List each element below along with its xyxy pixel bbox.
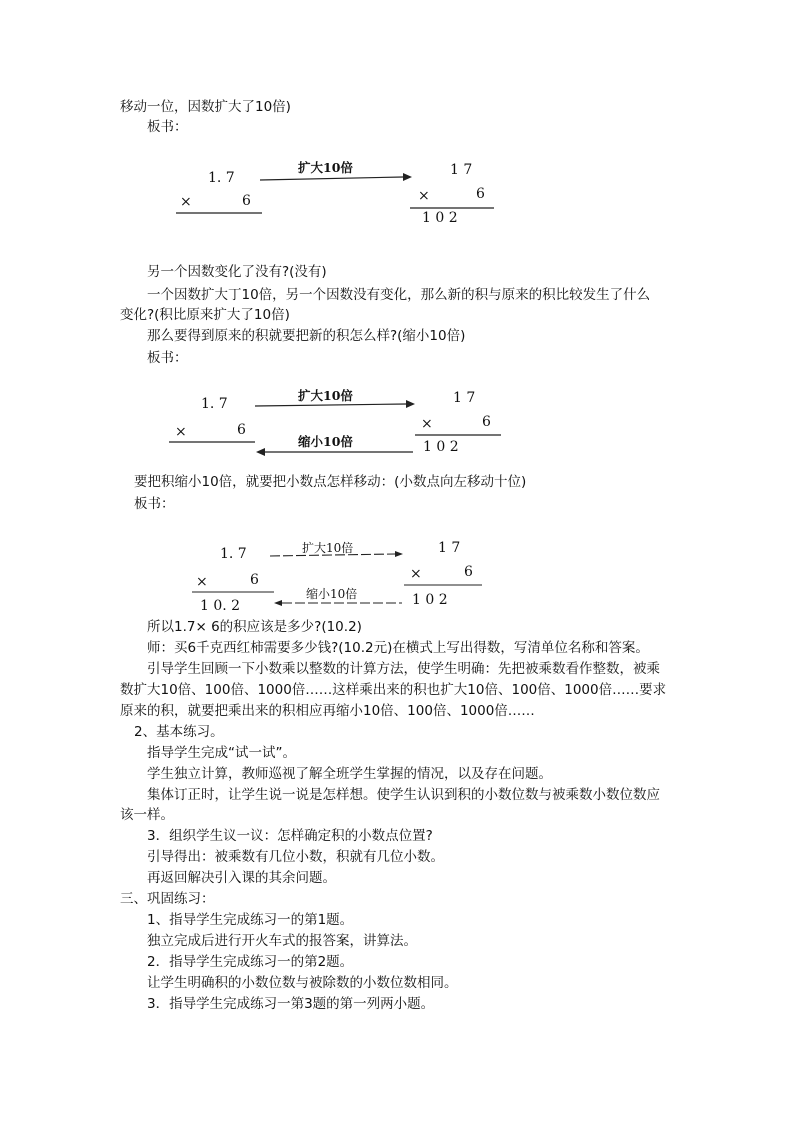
text-line: 3．指导学生完成练习一第3题的第一列两小题。 [147, 996, 435, 1012]
arrow-label-top: 扩大10倍 [298, 160, 353, 175]
left-number: 1. 7 [208, 170, 235, 186]
left-factor: 6 [242, 193, 251, 209]
right-product: 1 0 2 [412, 592, 448, 608]
text-line: 另一个因数变化了没有?(没有) [147, 264, 327, 280]
multiply-sign: × [180, 194, 192, 210]
right-product: 1 0 2 [423, 439, 459, 455]
board-figure-1 [160, 150, 520, 230]
text-line: 3．组织学生议一议：怎样确定积的小数点位置? [147, 828, 433, 844]
right-number: 1 7 [450, 162, 473, 178]
text-line: 板书： [147, 350, 188, 366]
board-figure-2 [165, 380, 525, 460]
right-number: 1 7 [453, 390, 476, 406]
left-number: 1. 7 [201, 396, 228, 412]
text-line: 一个因数扩大丁10倍，另一个因数没有变化，那么新的积与原来的积比较发生了什么 [147, 287, 651, 303]
text-line: 数扩大10倍、100倍、1000倍……这样乘出来的积也扩大10倍、100倍、1000倍……要求 [120, 682, 667, 698]
arrow-label-top: 扩大10倍 [302, 541, 354, 555]
text-line: 1、指导学生完成练习一的第1题。 [147, 912, 354, 928]
left-factor: 6 [237, 422, 246, 438]
multiply-sign: × [196, 574, 208, 590]
arrowhead-right [406, 400, 415, 408]
arrow-label-bottom: 缩小10倍 [306, 587, 358, 601]
arrow-right [260, 177, 403, 180]
text-line: 变化?(积比原来扩大了10倍) [120, 307, 290, 323]
text-line: 让学生明确积的小数位数与被除数的小数位数相同。 [147, 975, 458, 991]
multiply-sign: × [418, 188, 430, 204]
arrow-label-top: 扩大10倍 [298, 388, 353, 403]
arrowhead-right [395, 551, 403, 557]
left-number: 1. 7 [220, 546, 247, 562]
text-line: 引导学生回顾一下小数乘以整数的计算方法，使学生明确：先把被乘数看作整数，被乘 [147, 661, 660, 677]
text-line: 集体订正时，让学生说一说是怎样想。使学生认识到积的小数位数与被乘数小数位数应 [147, 787, 660, 803]
text-line: 师：买6千克西红柿需要多少钱?(10.2元)在横式上写出得数，写清单位名称和答案。 [147, 640, 649, 656]
right-factor: 6 [476, 186, 485, 202]
multiply-sign: × [175, 424, 187, 440]
text-line: 2、基本练习。 [134, 724, 224, 740]
text-line: 该一样。 [120, 807, 174, 823]
text-line: 原来的积，就要把乘出来的积相应再缩小10倍、100倍、1000倍…… [120, 703, 535, 719]
right-factor: 6 [482, 414, 491, 430]
arrowhead-right [403, 173, 412, 181]
right-number: 1 7 [438, 540, 461, 556]
text-line: 那么要得到原来的积就要把新的积怎么样?(缩小10倍) [147, 328, 466, 344]
text-line: 2．指导学生完成练习一的第2题。 [147, 954, 354, 970]
arrowhead-left [274, 600, 282, 606]
text-line: 三、巩固练习： [120, 891, 215, 907]
text-line: 所以1.7× 6的积应该是多少?(10.2) [147, 619, 362, 635]
left-product: 1 0. 2 [200, 598, 241, 614]
text-line: 再返回解决引入课的其余问题。 [147, 870, 336, 886]
text-line: 学生独立计算，教师巡视了解全班学生掌握的情况，以及存在问题。 [147, 766, 552, 782]
right-factor: 6 [464, 564, 473, 580]
text-line: 板书： [147, 119, 188, 135]
text-line: 指导学生完成“试一试”。 [147, 745, 296, 761]
text-line: 引导得出：被乘数有几位小数，积就有几位小数。 [147, 849, 444, 865]
text-line: 移动一位，因数扩大了10倍) [120, 99, 291, 115]
text-line: 要把积缩小10倍，就要把小数点怎样移动：(小数点向左移动十位) [134, 474, 527, 490]
arrow-right [255, 404, 406, 406]
arrow-label-bottom: 缩小10倍 [298, 434, 353, 449]
board-figure-3 [190, 530, 520, 614]
right-product: 1 0 2 [422, 210, 458, 226]
multiply-sign: × [410, 566, 422, 582]
left-factor: 6 [250, 572, 259, 588]
text-line: 板书： [134, 496, 175, 512]
arrowhead-left [256, 448, 265, 456]
text-line: 独立完成后进行开火车式的报答案，讲算法。 [147, 933, 417, 949]
multiply-sign: × [421, 416, 433, 432]
